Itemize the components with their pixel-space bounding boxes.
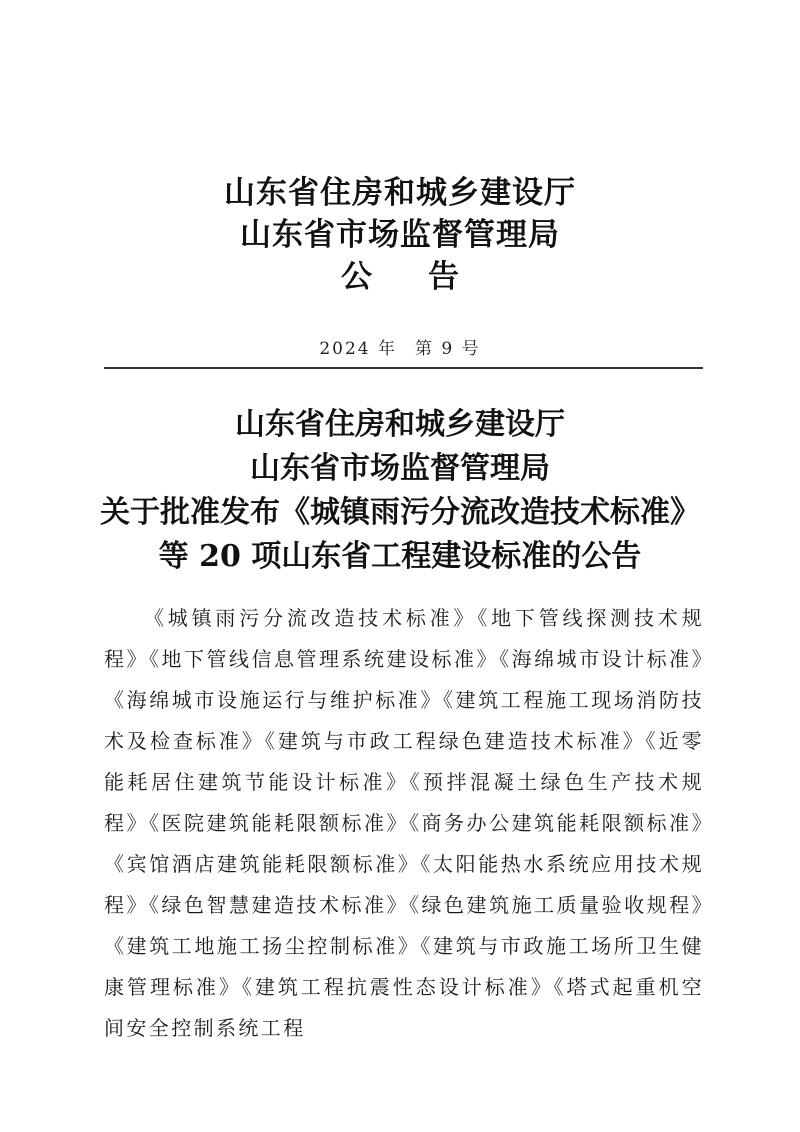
issuer-name-housing: 山东省住房和城乡建设厅 bbox=[224, 175, 576, 211]
announcement-title bbox=[0, 403, 800, 579]
issue-number bbox=[0, 338, 800, 360]
issuer-header bbox=[0, 172, 800, 298]
document-type-char-1: 公 bbox=[341, 259, 372, 295]
issue-no: 第 9 号 bbox=[415, 339, 481, 359]
issuer-name-market: 山东省市场监督管理局 bbox=[240, 217, 560, 253]
header-divider bbox=[104, 367, 703, 369]
title-line-3: 关于批准发布《城镇雨污分流改造技术标准》 bbox=[100, 495, 700, 530]
document-type bbox=[0, 256, 800, 298]
body-paragraph: 《城镇雨污分流改造技术标准》《地下管线探测技术规程》《地下管线信息管理系统建设标准》《海绵城市设计标准》《海绵城市设施运行与维护标准》《建筑工程施工现场消防技术及检查标准》《建筑与市政工程绿色建造技术标准》《近零能耗居住建筑节能设计标准》《预拌混凝土绿色生产技术规程》《医院建筑能耗限额标准》《商务办公建筑能耗限额标准》《宾馆酒店建筑能耗限额标准》《太阳能热水系统应用技术规程》《绿色智慧建造技术标准》《绿色建筑施工质量验收规程》《建筑工地施工扬尘控制标准》《建筑与市政施工场所卫生健康管理标准》《建筑工程抗震性态设计标准》《塔式起重机空间安全控制系统工程 bbox=[104, 606, 704, 1040]
title-line-2: 山东省市场监督管理局 bbox=[250, 451, 550, 486]
issue-year: 2024 年 bbox=[319, 339, 398, 359]
title-line-4: 等 20 项山东省工程建设标准的公告 bbox=[158, 539, 642, 574]
document-type-char-2: 告 bbox=[428, 259, 459, 295]
title-line-1: 山东省住房和城乡建设厅 bbox=[235, 407, 565, 442]
